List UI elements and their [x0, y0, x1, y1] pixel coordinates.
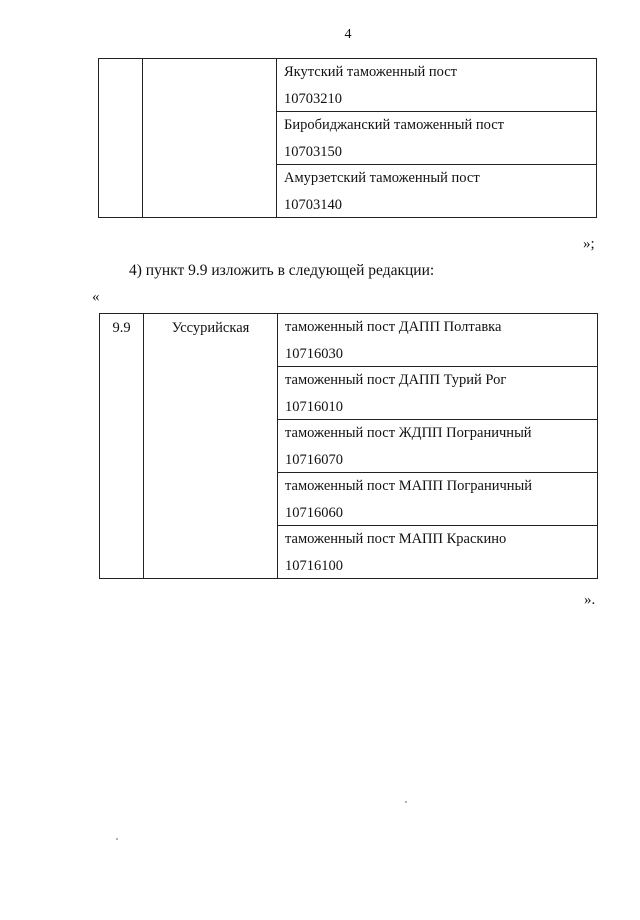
post-cell — [278, 526, 598, 579]
post-name: таможенный пост ДАПП Полтавка — [285, 319, 502, 335]
post-cell — [277, 59, 597, 112]
scan-speck — [405, 801, 407, 803]
post-name: Амурзетский таможенный пост — [284, 170, 480, 186]
post-code: 10703150 — [284, 144, 342, 160]
name-cell — [143, 59, 277, 218]
post-code: 10703210 — [284, 91, 342, 107]
closing-quote: ». — [584, 592, 596, 608]
table-row — [99, 59, 597, 112]
post-name: таможенный пост МАПП Пограничный — [285, 478, 533, 494]
post-name: таможенный пост ЖДПП Пограничный — [285, 425, 532, 441]
customs-name: Уссурийская — [144, 314, 278, 579]
post-name: Биробиджанский таможенный пост — [284, 117, 505, 133]
customs-table-continuation — [98, 58, 597, 218]
amendment-instruction: 4) пункт 9.9 изложить в следующей редакции: — [129, 262, 435, 279]
post-cell — [278, 420, 598, 473]
closing-quote: »; — [583, 236, 595, 252]
post-code: 10716100 — [285, 558, 343, 574]
item-number: 9.9 — [100, 314, 144, 579]
table-row — [100, 314, 598, 367]
post-name: Якутский таможенный пост — [284, 64, 457, 80]
post-name: таможенный пост ДАПП Турий Рог — [285, 372, 507, 388]
page-number: 4 — [344, 27, 352, 42]
number-cell — [99, 59, 143, 218]
opening-quote: « — [92, 289, 100, 305]
post-code: 10716070 — [285, 452, 343, 468]
post-code: 10716010 — [285, 399, 343, 415]
post-name: таможенный пост МАПП Краскино — [285, 531, 507, 547]
post-cell — [277, 112, 597, 165]
customs-table-item-9-9 — [99, 313, 598, 579]
post-cell — [277, 165, 597, 218]
post-code: 10716060 — [285, 505, 343, 521]
post-cell — [278, 314, 598, 367]
scan-speck — [116, 838, 118, 840]
post-code: 10716030 — [285, 346, 343, 362]
post-cell — [278, 473, 598, 526]
post-code: 10703140 — [284, 197, 342, 213]
post-cell — [278, 367, 598, 420]
